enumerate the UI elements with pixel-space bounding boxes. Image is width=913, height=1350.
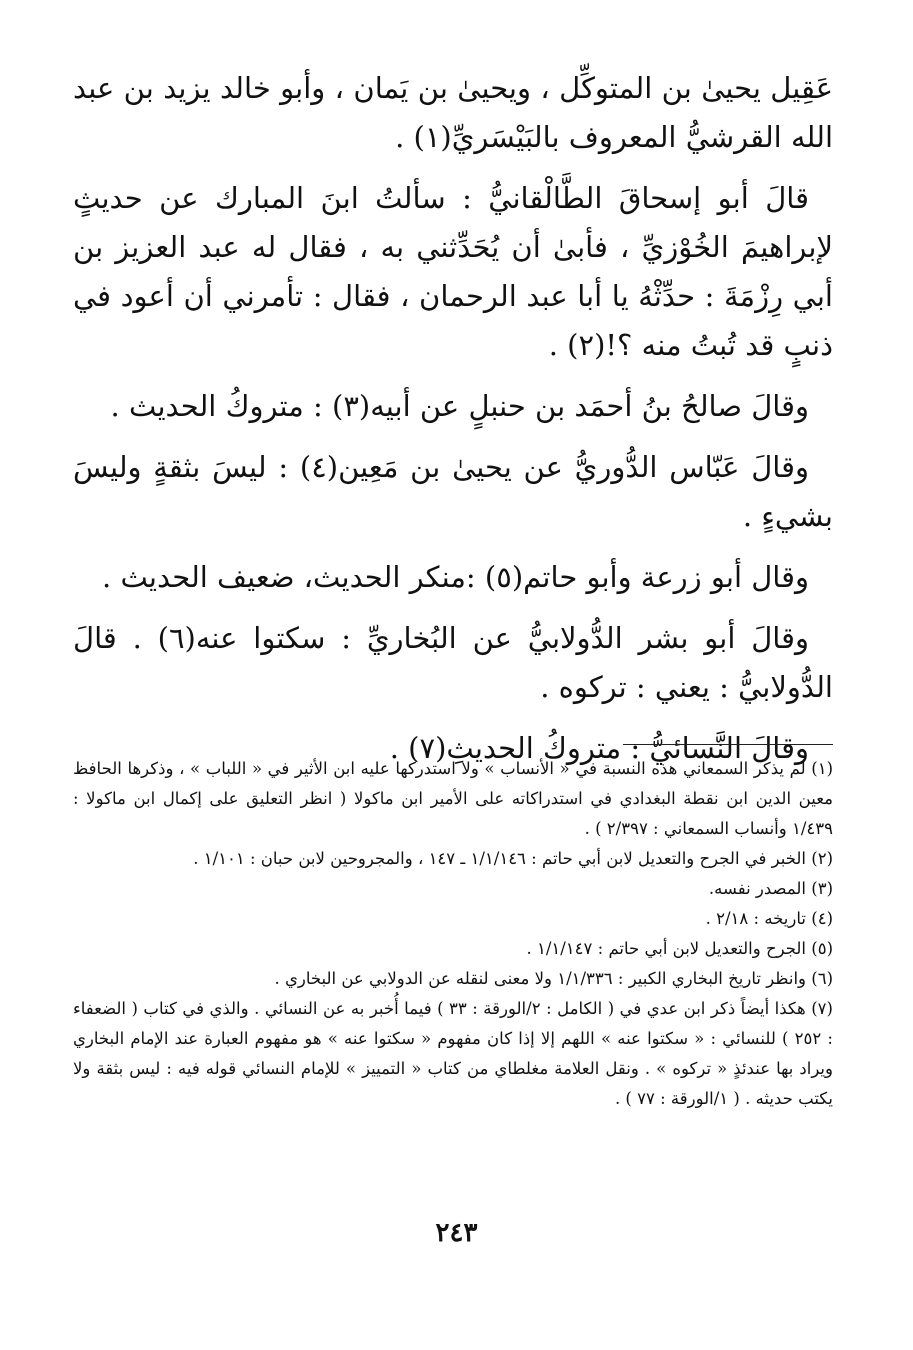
- footnotes-block: [73, 754, 833, 1114]
- main-paragraph: وقال أبو زرعة وأبو حاتم(٥) :منكر الحديث، ضعيف الحديث .: [102, 560, 809, 594]
- footnote: (٣) المصدر نفسه.: [708, 879, 833, 898]
- page-number: ٢٤٣: [435, 1218, 478, 1248]
- main-paragraph: وقالَ النَّسائيُّ : متروكُ الحديثِ(٧) .: [389, 731, 809, 765]
- footnote: (٦) وانظر تاريخ البخاري الكبير : ١/١/٣٣٦ ولا معنى لنقله عن الدولابي عن البخاري .: [274, 969, 833, 988]
- main-paragraph: عَقِيل يحيىٰ بن المتوكِّل ، ويحيىٰ بن يَمان ، وأبو خالد يزيد بن عبد الله القرشيُّ المعروف بالبَيْسَريِّ(١) .: [73, 71, 833, 154]
- footnote-separator: [623, 744, 833, 745]
- footnote: (٤) تاريخه : ٢/١٨ .: [705, 909, 833, 928]
- footnote: (٧) هكذا أيضاً ذكر ابن عدي في ( الكامل : ٢/الورقة : ٣٣ ) فيما أُخبر به عن النسائي . والذي في كتاب ( الضعفاء : ٢٥٢ ) للنسائي : « سكتوا عنه » اللهم إلا إذا كان مفهوم « سكتوا عنه » هو مفهوم العبارة عند الإمام البخاري ويراد بها عندئذٍ « تركوه » . ونقل العلامة مغلطاي من كتاب « التمييز » للإمام النسائي قوله فيه : ليس بثقة ولا يكتب حديثه . ( ١/الورقة : ٧٧ ) .: [73, 999, 833, 1108]
- main-paragraph: وقالَ أبو بشر الدُّولابيُّ عن البُخاريِّ : سكتوا عنه(٦) . قالَ الدُّولابيُّ : يعني : تركوه .: [73, 621, 833, 704]
- footnote: (٢) الخبر في الجرح والتعديل لابن أبي حاتم : ١/١/١٤٦ ـ ١٤٧ ، والمجروحين لابن حبان : ١/١٠١ .: [193, 849, 833, 868]
- footnote: (١) لم يذكر السمعاني هذه النسبة في « الأنساب » ولا استدركها عليه ابن الأثير في « اللباب » ، وذكرها الحافظ معين الدين ابن نقطة البغدادي في استدراكاته على الأمير ابن ماكولا ( انظر التعليق على إكمال ابن ماكولا : ١/٤٣٩ وأنساب السمعاني : ٢/٣٩٧ ) .: [73, 759, 833, 838]
- footnote: (٥) الجرح والتعديل لابن أبي حاتم : ١/١/١٤٧ .: [526, 939, 833, 958]
- main-paragraph: وقالَ صالحُ بنُ أحمَد بن حنبلٍ عن أبيه(٣) : متروكُ الحديث .: [110, 389, 809, 423]
- main-paragraph: قالَ أبو إسحاقَ الطَّالْقانيُّ : سألتُ ابنَ المبارك عن حديثٍ لإبراهيمَ الخُوْزيِّ ، فأبىٰ أن يُحَدِّثني به ، فقال له عبد العزيز بن أبي رِزْمَةَ : حدِّثْهُ يا أبا عبد الرحمان ، فقال : تأمرني أن أعود في ذنبٍ قد تُبتُ منه ؟!(٢) .: [73, 181, 833, 362]
- main-paragraph: وقالَ عَبّاس الدُّوريُّ عن يحيىٰ بن مَعِين(٤) : ليسَ بثقةٍ وليسَ بشيءٍ .: [73, 450, 833, 533]
- main-text-block: [73, 64, 833, 785]
